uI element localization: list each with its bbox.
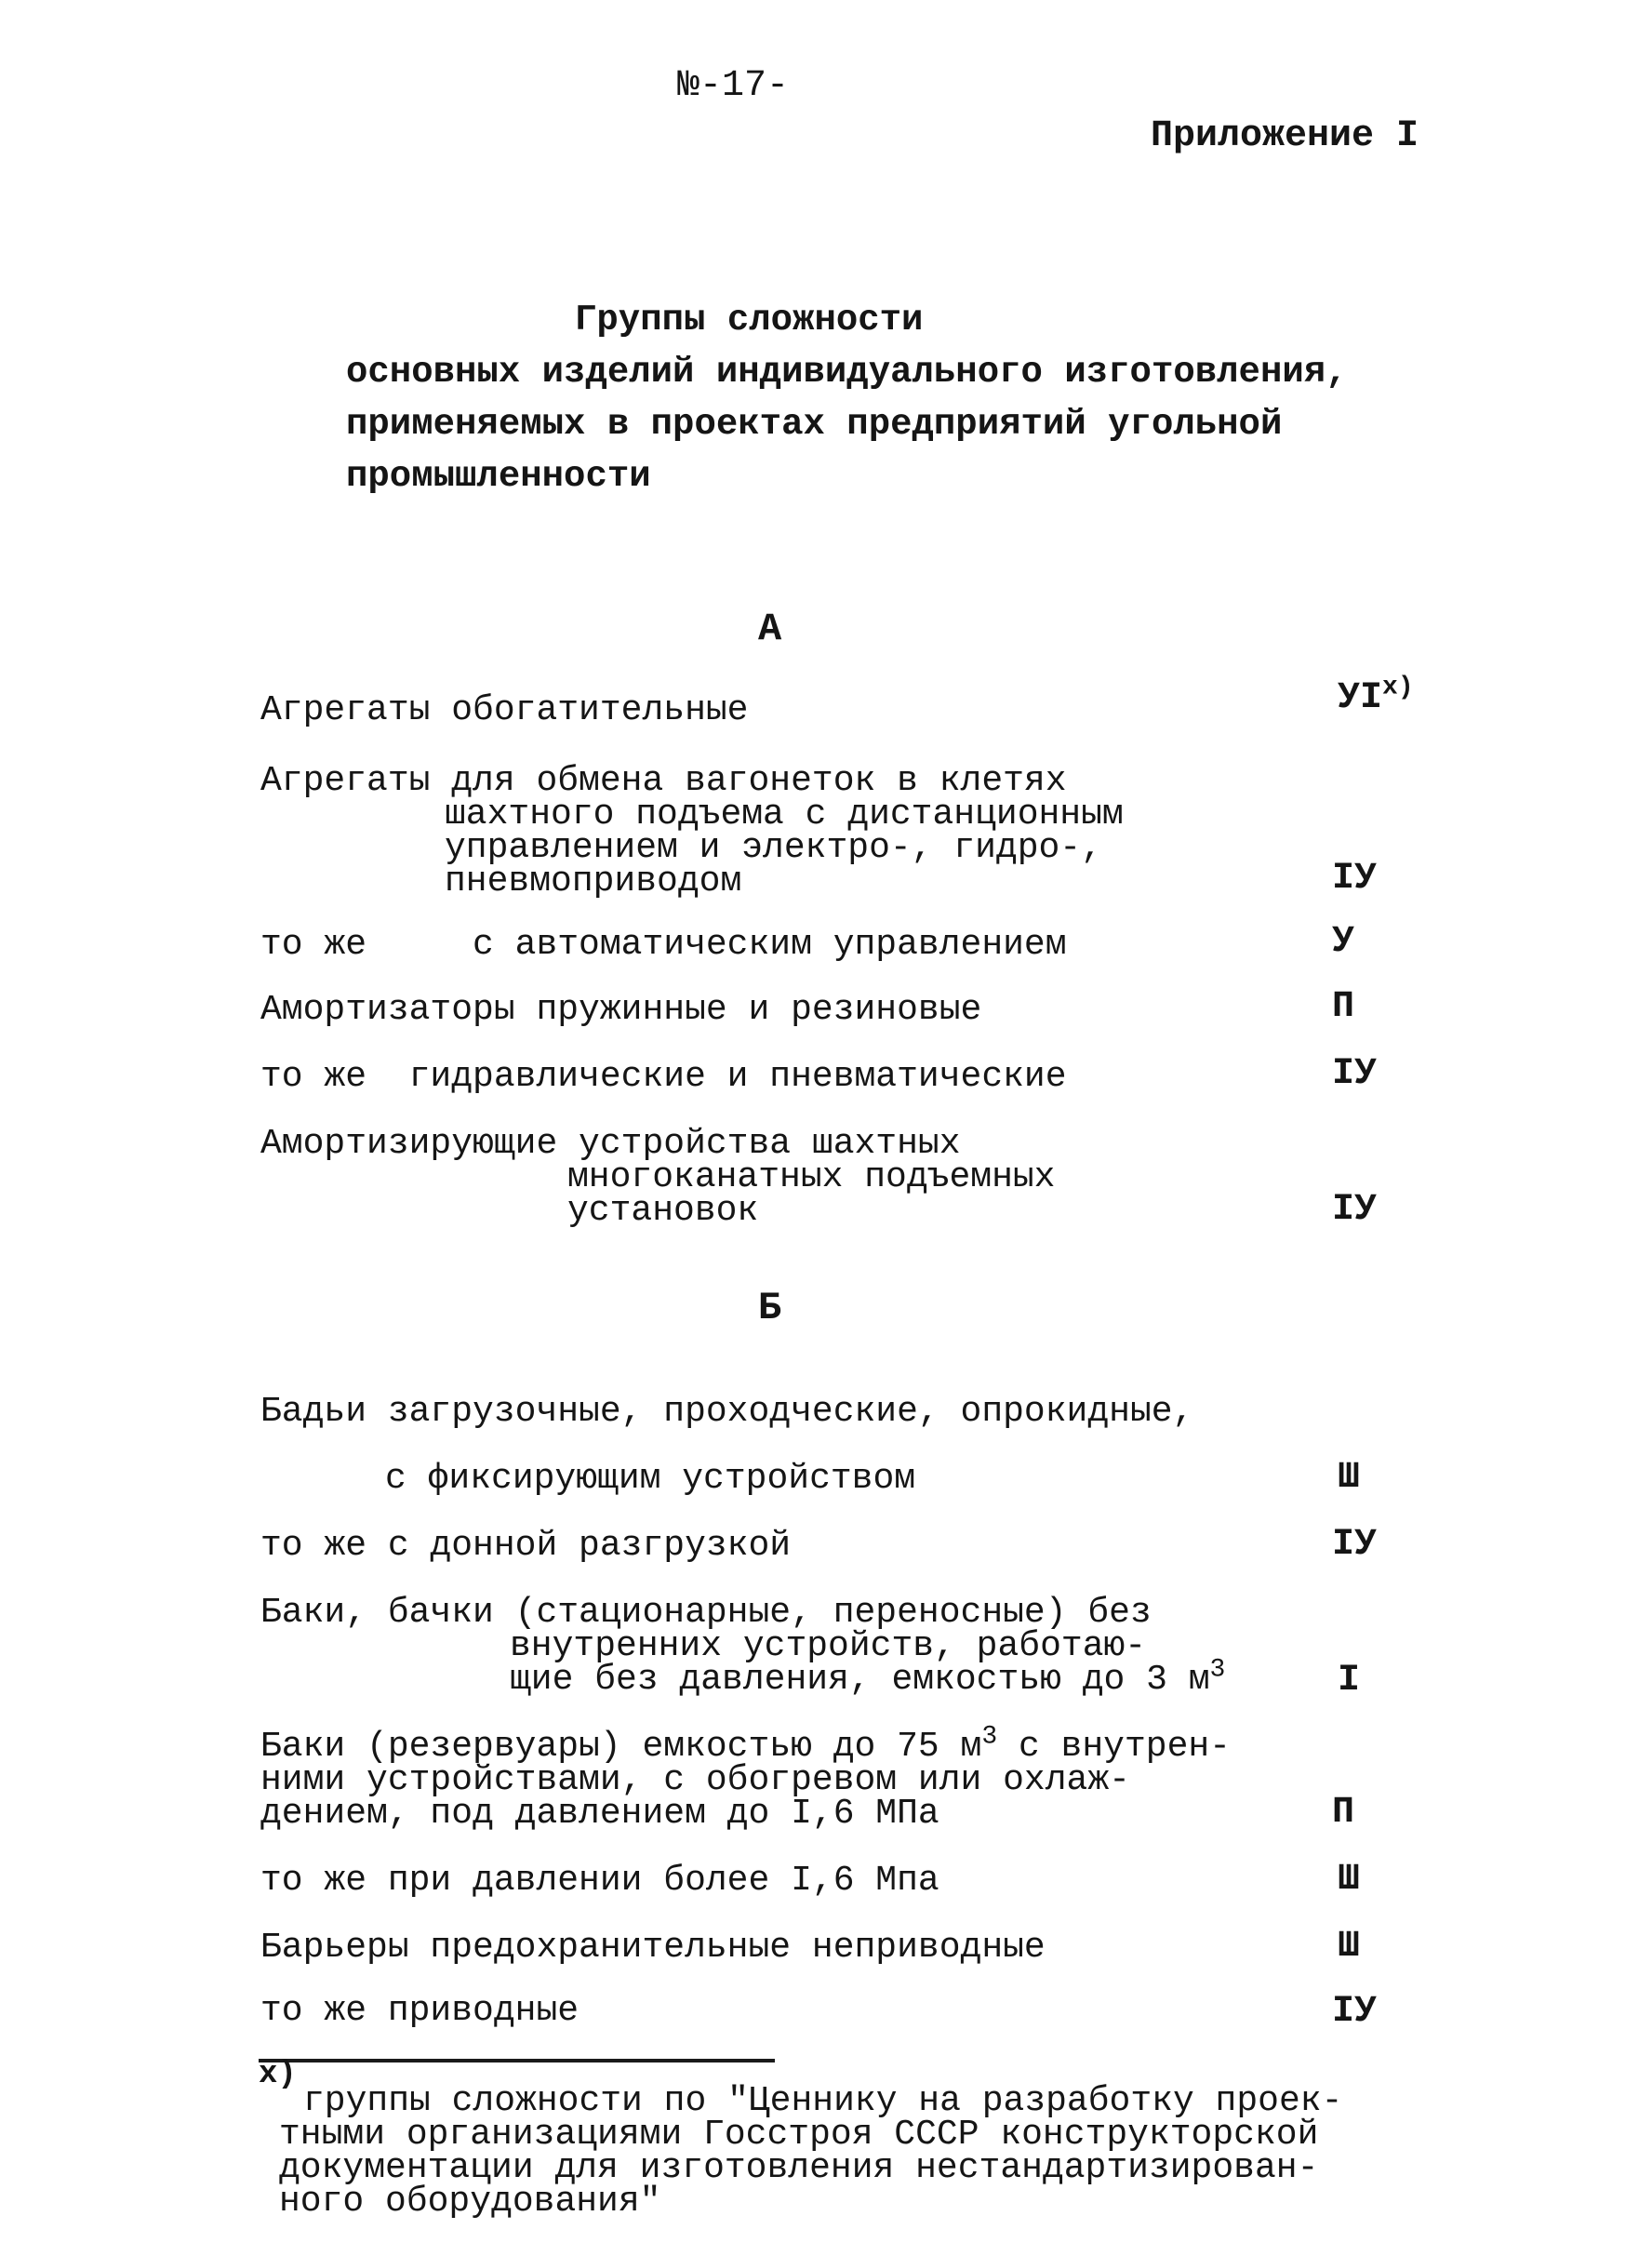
group-value: УI xyxy=(1338,677,1383,719)
section-letter-b: Б xyxy=(758,1286,782,1330)
complexity-group: Ш xyxy=(1338,1457,1361,1499)
entry-text-part: с внутрен- xyxy=(997,1727,1231,1767)
complexity-group: П xyxy=(1332,1792,1355,1834)
entry-text: то же при давлении более I,6 Мпа xyxy=(260,1861,939,1901)
complexity-group: У xyxy=(1332,921,1355,963)
footnote-line: группы сложности по "Ценнику на разработку проек- xyxy=(303,2081,1343,2121)
complexity-group: IУ xyxy=(1332,1524,1378,1566)
footnote-line: тными организациями Госстроя СССР конструкторской xyxy=(279,2115,1319,2155)
title-line: Группы сложности xyxy=(575,300,924,340)
footnote-mark: х) xyxy=(259,2057,297,2092)
entry-text: то же гидравлические и пневматические xyxy=(260,1057,1067,1097)
page-number: №-17- xyxy=(677,65,790,107)
footnote-line: ного оборудования" xyxy=(279,2182,661,2222)
title-line: основных изделий индивидуального изготовления, xyxy=(346,352,1348,393)
complexity-group: I xyxy=(1338,1660,1361,1702)
complexity-group: IУ xyxy=(1332,1991,1378,2033)
entry-text: с фиксирующим устройством xyxy=(385,1459,916,1499)
complexity-group: IУ xyxy=(1332,1053,1378,1095)
superscript: 3 xyxy=(981,1722,998,1752)
footnote-separator xyxy=(259,2059,775,2062)
entry-text: шахтного подъема с дистанционным xyxy=(445,794,1124,834)
complexity-group: Ш xyxy=(1338,1859,1361,1901)
complexity-group: П xyxy=(1332,986,1355,1028)
title-line: применяемых в проектах предприятий угольной xyxy=(346,404,1283,445)
entry-text: Амортизаторы пружинные и резиновые xyxy=(260,990,982,1030)
entry-text: Амортизирующие устройства шахтных xyxy=(260,1124,961,1164)
entry-text: внутренних устройств, работаю- xyxy=(510,1626,1147,1666)
entry-text: Барьеры предохранительные неприводные xyxy=(260,1928,1046,1968)
section-letter-a: А xyxy=(758,607,782,651)
complexity-group: Ш xyxy=(1338,1926,1361,1968)
complexity-group: IУ xyxy=(1332,858,1378,900)
footnote-line: документации для изготовления нестандартизирован- xyxy=(279,2148,1319,2188)
complexity-group: IУ xyxy=(1332,1189,1378,1231)
entry-text: управлением и электро-, гидро-, xyxy=(445,828,1102,868)
entry-text: то же с донной разгрузкой xyxy=(260,1526,792,1566)
entry-text xyxy=(510,1655,1226,1700)
complexity-group xyxy=(1338,673,1414,719)
entry-text: то же приводные xyxy=(260,1991,580,2031)
entry-text: дением, под давлением до I,6 МПа xyxy=(260,1794,939,1834)
entry-text: Баки, бачки (стационарные, переносные) без xyxy=(260,1593,1152,1633)
entry-text: Агрегаты для обмена вагонеток в клетях xyxy=(260,761,1067,801)
entry-text-part: щие без давления, емкостью до 3 м xyxy=(510,1660,1210,1700)
entry-text-part: Баки (резервуары) емкостью до 75 м xyxy=(260,1727,982,1767)
entry-text: ними устройствами, с обогревом или охлаж- xyxy=(260,1760,1130,1800)
entry-text: пневмоприводом xyxy=(445,861,742,901)
entry-text: Бадьи загрузочные, проходческие, опрокидные, xyxy=(260,1392,1194,1432)
entry-text: Агрегаты обогатительные xyxy=(260,690,749,730)
superscript: 3 xyxy=(1209,1655,1226,1685)
entry-text: многоканатных подъемных xyxy=(567,1157,1056,1197)
title-line: промышленности xyxy=(346,456,651,497)
footnote-ref: х) xyxy=(1382,673,1414,702)
entry-text: то же с автоматическим управлением xyxy=(260,925,1067,965)
entry-text: установок xyxy=(567,1191,759,1231)
appendix-label: Приложение I xyxy=(1151,115,1419,157)
